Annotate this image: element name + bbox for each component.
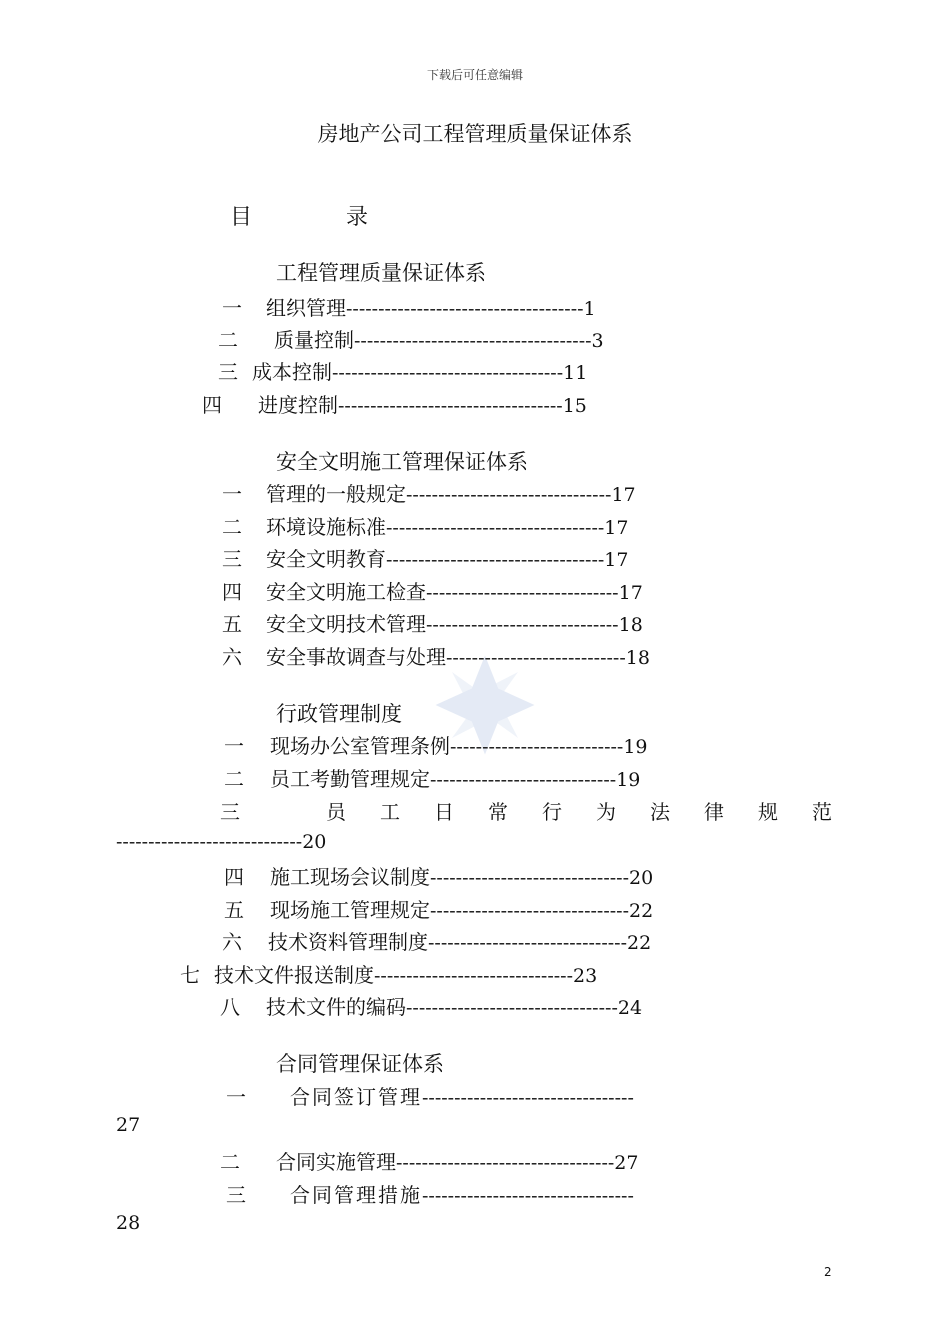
toc-entry-label: 合同管理措施 (290, 1183, 422, 1207)
toc-entry-page: 22 (627, 932, 652, 954)
toc-entry-label: 施工现场会议制度 (270, 865, 430, 889)
toc-entry-label: 技术文件报送制度 (214, 963, 374, 987)
toc-entry-page: 17 (604, 517, 629, 539)
toc-entry[interactable] (202, 389, 587, 418)
toc-entry-page: 15 (562, 395, 587, 417)
toc-entry-page: 1 (583, 298, 596, 320)
toc-leader: ------------------------------ (426, 614, 619, 636)
toc-entry-label: 技术文件的编码 (266, 995, 406, 1019)
toc-leader: ------------------------------------- (346, 298, 584, 320)
toc-entry[interactable] (224, 861, 653, 890)
toc-entry[interactable] (222, 511, 628, 540)
toc-entry[interactable] (180, 959, 597, 988)
toc-entry-label: 安全事故调查与处理 (266, 645, 446, 669)
toc-entry-number: 四 (224, 865, 244, 889)
toc-leader: -------------------------------- (406, 484, 612, 506)
toc-entry-page: 23 (573, 965, 598, 987)
toc-entry-label: 质量控制 (274, 328, 354, 352)
toc-entry-label: 进度控制 (258, 393, 338, 417)
toc-entry[interactable] (218, 356, 587, 385)
toc-entry-page: 17 (604, 549, 629, 571)
toc-entry-page: 19 (616, 769, 641, 791)
toc-entry-number: 五 (222, 612, 242, 636)
toc-leader: --------------------------------- (422, 1185, 634, 1207)
toc-leader: ------------------------------- (430, 900, 630, 922)
toc-entry-number: 八 (220, 995, 240, 1019)
toc-leader: ----------------------------- (116, 831, 303, 853)
toc-leader: ------------------------------- (374, 965, 574, 987)
toc-entry-number: 三 (218, 360, 238, 384)
toc-entry-number: 六 (222, 645, 242, 669)
toc-entry-number: 三 (220, 800, 240, 824)
toc-entry-number: 三 (222, 547, 242, 571)
toc-entry[interactable] (220, 991, 642, 1020)
toc-entry[interactable] (222, 543, 628, 572)
toc-leader: ------------------------------------ (332, 362, 564, 384)
toc-entry-justified[interactable] (220, 796, 866, 825)
toc-entry[interactable] (224, 894, 653, 923)
toc-entry-label: 合同实施管理 (276, 1150, 396, 1174)
toc-entry-page: 20 (302, 831, 327, 853)
toc-entry[interactable] (224, 730, 648, 759)
toc-leader: ---------------------------------- (386, 517, 605, 539)
toc-entry[interactable] (222, 292, 596, 321)
toc-entry-label: 安全文明教育 (266, 547, 386, 571)
toc-entry-number: 五 (224, 898, 244, 922)
toc-leader: --------------------------------- (422, 1087, 634, 1109)
toc-heading-char-1: 目 (230, 205, 253, 230)
toc-entry-number: 四 (222, 580, 242, 604)
toc-entry-number: 三 (226, 1183, 246, 1207)
toc-entry-page: 3 (591, 330, 604, 352)
toc-entry-page: 11 (563, 362, 588, 384)
toc-entry-continuation (116, 829, 326, 853)
toc-entry[interactable] (226, 1081, 634, 1110)
toc-entry-page: 22 (629, 900, 654, 922)
toc-entry-number: 一 (222, 482, 242, 506)
toc-entry-number: 二 (220, 1150, 240, 1174)
toc-entry[interactable] (222, 576, 643, 605)
toc-entry-page: 20 (629, 867, 654, 889)
toc-entry[interactable] (220, 1146, 638, 1175)
toc-entry-number: 一 (222, 296, 242, 320)
toc-entry-page: 18 (625, 647, 650, 669)
toc-entry-number: 四 (202, 393, 222, 417)
toc-leader: ---------------------------------- (396, 1152, 615, 1174)
toc-entry-label: 安全文明施工检查 (266, 580, 426, 604)
toc-entry-label: 环境设施标准 (266, 515, 386, 539)
toc-entry-label: 现场办公室管理条例 (270, 734, 450, 758)
toc-entry-label: 成本控制 (252, 360, 332, 384)
toc-entry[interactable] (226, 1179, 634, 1208)
toc-entry-label: 组织管理 (266, 296, 346, 320)
document-title: 房地产公司工程管理质量保证体系 (317, 122, 633, 146)
toc-leader: ----------------------------------- (338, 395, 563, 417)
toc-entry-page: 18 (618, 614, 643, 636)
toc-leader: ------------------------------- (428, 932, 628, 954)
page-header-note: 下载后可任意编辑 (426, 68, 523, 82)
toc-entry-number: 二 (218, 328, 238, 352)
toc-entry-label: 安全文明技术管理 (266, 612, 426, 636)
toc-entry[interactable] (222, 478, 636, 507)
toc-entry-label-char: 员工日常行为法律规范 (326, 800, 866, 824)
toc-entry-label: 管理的一般规定 (266, 482, 406, 506)
toc-entry[interactable] (218, 324, 604, 353)
section-heading: 安全文明施工管理保证体系 (276, 450, 528, 474)
toc-entry-page: 24 (617, 997, 643, 1019)
toc-leader: ------------------------------- (430, 867, 630, 889)
toc-entry-page: 19 (623, 736, 648, 758)
toc-leader: ---------------------------- (446, 647, 626, 669)
toc-entry-number: 一 (224, 734, 244, 758)
section-heading: 合同管理保证体系 (276, 1052, 444, 1076)
toc-entry-label: 员工考勤管理规定 (270, 767, 430, 791)
toc-entry-page: 27 (116, 1114, 141, 1136)
page-number: 2 (824, 1265, 832, 1279)
toc-entry-page: 28 (116, 1212, 141, 1234)
toc-entry[interactable] (224, 763, 640, 792)
toc-entry-page: 17 (611, 484, 636, 506)
toc-entry-number: 二 (222, 515, 242, 539)
toc-heading-char-2: 录 (346, 205, 369, 230)
section-heading: 工程管理质量保证体系 (276, 261, 486, 285)
toc-leader: --------------------------------- (406, 997, 618, 1019)
toc-entry[interactable] (222, 608, 643, 637)
section-heading: 行政管理制度 (276, 702, 402, 726)
toc-entry-page: 17 (618, 582, 643, 604)
toc-entry-number: 一 (226, 1085, 246, 1109)
toc-entry-page: 27 (614, 1152, 639, 1174)
toc-entry[interactable] (222, 641, 650, 670)
toc-entry-label: 技术资料管理制度 (268, 930, 428, 954)
toc-entry-number: 七 (180, 963, 200, 987)
toc-entry-label: 合同签订管理 (290, 1085, 422, 1109)
toc-leader: ------------------------------ (426, 582, 619, 604)
toc-leader: ----------------------------- (430, 769, 617, 791)
toc-leader: ---------------------------------- (386, 549, 605, 571)
toc-leader: ------------------------------------- (354, 330, 592, 352)
toc-entry-number: 六 (222, 930, 242, 954)
toc-entry-number: 二 (224, 767, 244, 791)
toc-entry[interactable] (222, 926, 651, 955)
toc-entry-label: 现场施工管理规定 (270, 898, 430, 922)
toc-leader: --------------------------- (450, 736, 624, 758)
